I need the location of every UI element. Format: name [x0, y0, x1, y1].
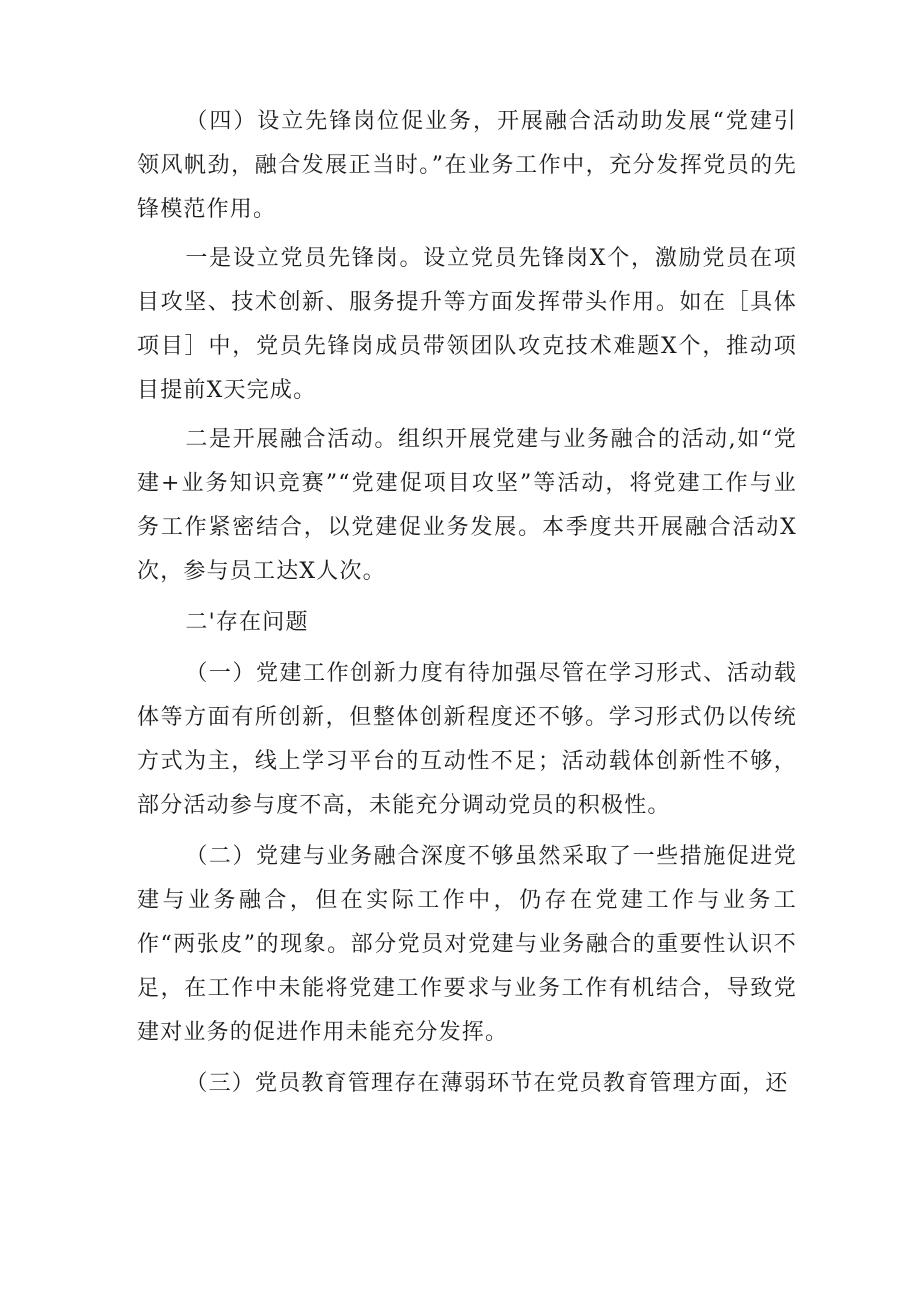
paragraph-section-four: （四）设立先锋岗位促业务，开展融合活动助发展“党建引领风帆劲，融合发展正当时。”在业务工作中，充分发挥党员的先锋模范作用。 — [137, 109, 797, 222]
document-page — [137, 100, 797, 1106]
heading-existing-problems: 二'存在问题 — [185, 610, 309, 635]
paragraph-pioneer-post: 一是设立党员先锋岗。设立党员先锋岗X个，激励党员在项目攻坚、技术创新、服务提升等方面发挥带头作用。如在［具体项目］中，党员先锋岗成员带领团队攻克技术难题X个，推动项目提前X天完成。 — [137, 246, 797, 403]
paragraph-integration-activity: 二是开展融合活动。组织开展党建与业务融合的活动,如“党建+业务知识竞赛”“党建促项目攻坚”等活动，将党建工作与业务工作紧密结合，以党建促业务发展。本季度共开展融合活动X次，参与员工达X人次。 — [137, 427, 797, 584]
paragraph-problem-two: （二）党建与业务融合深度不够虽然采取了一些措施促进党建与业务融合，但在实际工作中，仍存在党建工作与业务工作“两张皮”的现象。部分党员对党建与业务融合的重要性认识不足，在工作中未能将党建工作要求与业务工作有机结合，导致党建对业务的促进作用未能充分发挥。 — [137, 844, 797, 1045]
paragraph-problem-one: （一）党建工作创新力度有待加强尽管在学习形式、活动载体等方面有所创新，但整体创新程度还不够。学习形式仍以传统方式为主，线上学习平台的互动性不足；活动载体创新性不够，部分活动参与度不高，未能充分调动党员的积极性。 — [137, 661, 797, 818]
paragraph-problem-three: （三）党员教育管理存在薄弱环节在党员教育管理方面，还 — [185, 1071, 789, 1096]
